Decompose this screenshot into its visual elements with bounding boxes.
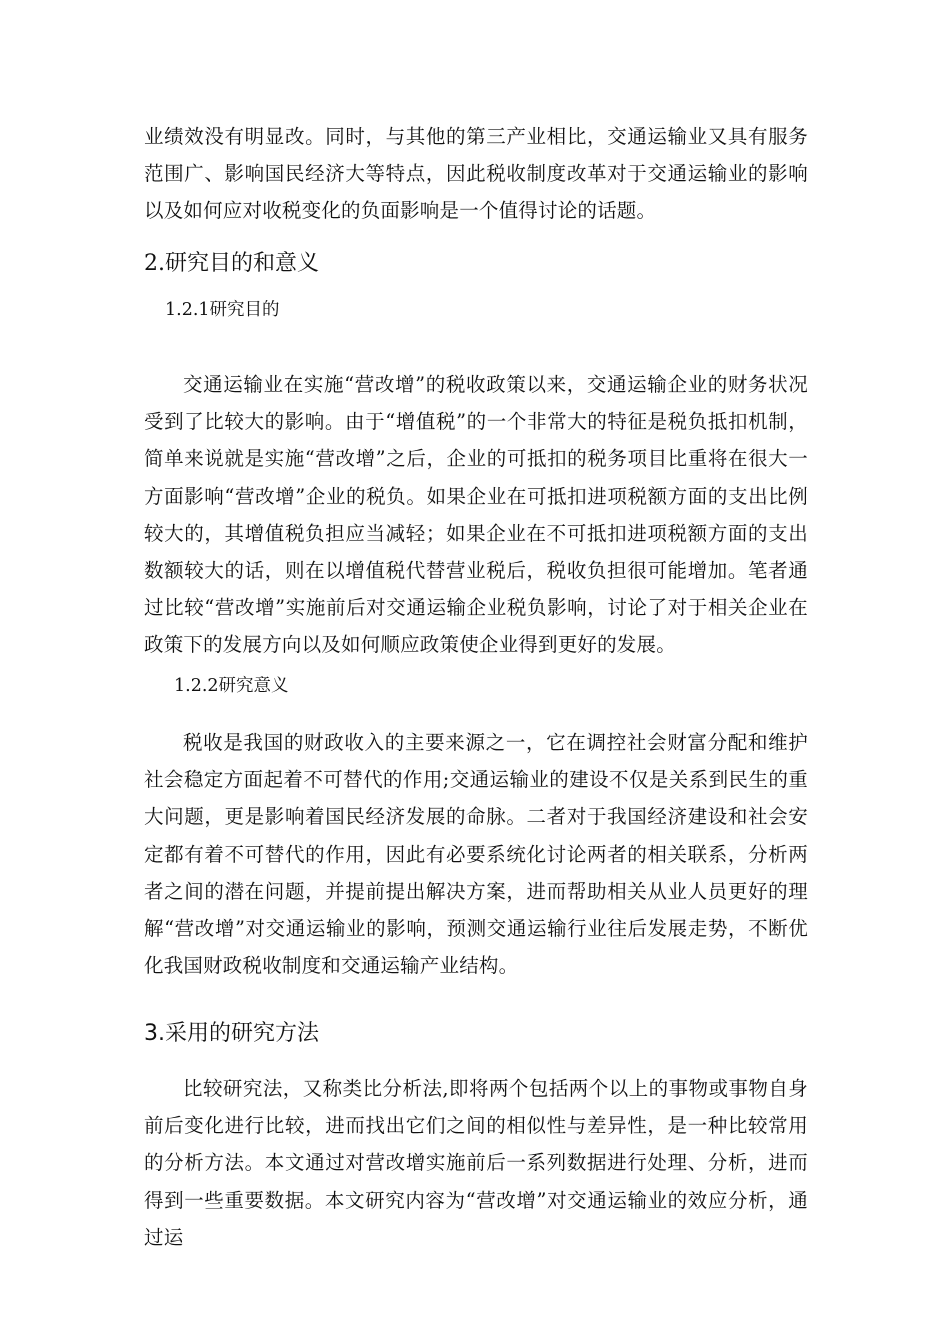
intro-paragraph: 业绩效没有明显改。同时，与其他的第三产业相比，交通运输业又具有服务范围广、影响国民经济大等特点，因此税收制度改革对于交通运输业的影响以及如何应对收税变化的负面影响是一个值得讨论的话题。 [144, 125, 808, 223]
research-purpose-paragraph: 交通运输业在实施“营改增”的税收政策以来，交通运输企业的财务状况受到了比较大的影响。由于“增值税”的一个非常大的特征是税负抵扣机制，简单来说就是实施“营改增”之后，企业的可抵扣的税务项目比重将在很大一方面影响“营改增”企业的税负。如果企业在可抵扣进项税额方面的支出比例较大的，其增值税负担应当减轻；如果企业在不可抵扣进项税额方面的支出数额较大的话，则在以增值税代替营业税后，税收负担很可能增加。笔者通过比较“营改增”实施前后对交通运输企业税负影响，讨论了对于相关企业在政策下的发展方向以及如何顺应政策使企业得到更好的发展。 [144, 373, 808, 657]
subsection-1-2-1-heading: 1.2.1研究目的 [165, 300, 280, 320]
subsection-1-2-2-heading: 1.2.2研究意义 [174, 676, 289, 696]
research-method-paragraph: 比较研究法，又称类比分析法,即将两个包括两个以上的事物或事物自身前后变化进行比较，进而找出它们之间的相似性与差异性，是一种比较常用的分析方法。本文通过对营改增实施前后一系列数据进行处理、分析，进而得到一些重要数据。本文研究内容为“营改增”对交通运输业的效应分析，通过运 [144, 1077, 808, 1249]
section-3-heading: 3.采用的研究方法 [144, 1021, 319, 1046]
section-2-heading: 2.研究目的和意义 [144, 251, 319, 276]
research-significance-paragraph: 税收是我国的财政收入的主要来源之一，它在调控社会财富分配和维护社会稳定方面起着不可替代的作用;交通运输业的建设不仅是关系到民生的重大问题，更是影响着国民经济发展的命脉。二者对于我国经济建设和社会安定都有着不可替代的作用，因此有必要系统化讨论两者的相关联系，分析两者之间的潜在问题，并提前提出解决方案，进而帮助相关从业人员更好的理解“营改增”对交通运输业的影响，预测交通运输行业往后发展走势，不断优化我国财政税收制度和交通运输产业结构。 [144, 731, 808, 978]
